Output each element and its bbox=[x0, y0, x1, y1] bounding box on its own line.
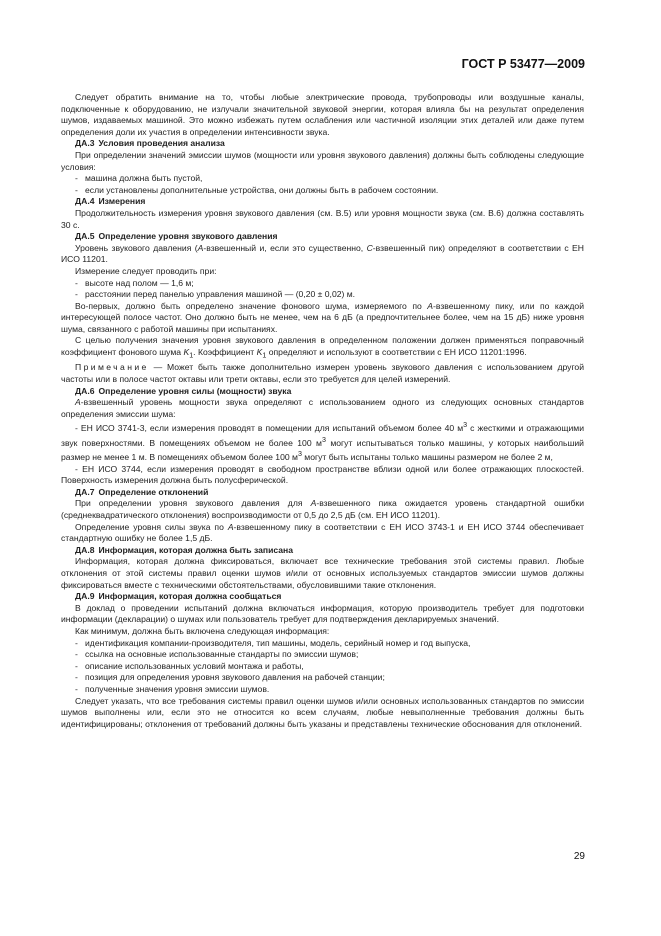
paragraph: Определение уровня силы звука по А-взвешенному пику в соответствии с ЕН ИСО 3743-1 и ЕН ИСО 3744 обеспечивает стандартную ошибку не более 1,5 дБ. bbox=[61, 521, 585, 544]
note bbox=[61, 362, 584, 385]
list-item: - ЕН ИСО 3744, если измерения проводят в свободном пространстве вблизи одной или более отражающих плоскостей. Поверхность измерения должна быть полусферической. bbox=[61, 463, 584, 486]
section-heading-da5: ДА.5 Определение уровня звукового давления bbox=[75, 231, 278, 242]
section-heading-da9: ДА.9 Информация, которая должна сообщаться bbox=[75, 591, 282, 602]
list-item: - ЕН ИСО 3741-3, если измерения проводят в помещении для испытаний объемом более 40 $м^3$ с жесткими и отражающими звук поверхностями. В помещениях объемом не более 100 $м^3$ могут испытываться только машины, у которых наибольший размер не менее 1 м. В помещениях объемом более 100 $м^3$ могут быть испытаны только машины размером не более 2 м, bbox=[61, 421, 584, 463]
section-heading-da8: ДА.8 Информация, которая должна быть записана bbox=[75, 544, 294, 555]
page-number: 29 bbox=[573, 851, 585, 862]
paragraph: Как минимум, должна быть включена следующая информация: bbox=[75, 626, 330, 637]
paragraph: Во-первых, должно быть определено значение фонового шума, измеряемого по А-взвешенному пику, или по каждой интересующей полосе частот. Оно должно быть не менее, чем на 6 дБ (а предпочтительнее более, чем на 15 дБ) ниже уровня шума, связанного с работой машины при испытаниях. bbox=[61, 300, 584, 334]
list-item: - позиция для определения уровня звукового давления на рабочей станции; bbox=[75, 672, 385, 683]
paragraph: Измерение следует проводить при: bbox=[75, 265, 217, 276]
section-heading-da4: ДА.4 Измерения bbox=[75, 196, 146, 207]
paragraph: При определении значений эмиссии шумов (мощности или уровня звукового давления) должны быть соблюдены следующие условия: bbox=[61, 149, 584, 172]
paragraph: С целью получения значения уровня звукового давления в определенном положении должен применяться поправочный коэффициент фонового шума $K_1$. Коэффициент $K_1$ определяют и используют в соответствии с ЕН ИСО 11201:1996. bbox=[61, 335, 584, 360]
note-label: Примечание bbox=[75, 362, 149, 373]
section-number: ДА.3 bbox=[75, 138, 95, 149]
section-heading-da6: ДА.6 Определение уровня силы (мощности) звука bbox=[75, 385, 292, 396]
section-title: Условия проведения анализа bbox=[98, 138, 225, 149]
list-item: - высоте над полом — 1,6 м; bbox=[75, 277, 194, 288]
list-item: - полученные значения уровня эмиссии шумов. bbox=[75, 683, 270, 694]
list-item: - если установлены дополнительные устройства, они должны быть в рабочем состоянии. bbox=[75, 184, 439, 195]
list-item: - расстоянии перед панелью управления машиной — (0,20 ± 0,02) м. bbox=[75, 289, 356, 300]
paragraph: В доклад о проведении испытаний должна включаться информация, которую производитель требует для подготовки информации (декларации) о шумах или пользователь требует для подтверждения декларируемых значений. bbox=[61, 602, 584, 625]
paragraph: Уровень звукового давления (А-взвешенный и, если это существенно, С-взвешенный пик) определяют в соответствии с ЕН ИСО 11201. bbox=[61, 242, 584, 265]
list-item: - ссылка на основные использованные стандарты по эмиссии шумов; bbox=[75, 649, 359, 660]
section-heading-da7: ДА.7 Определение отклонений bbox=[75, 486, 209, 497]
document-body bbox=[61, 92, 584, 730]
note-text: — Может быть также дополнительно измерен уровень звукового давления с использованием другой частоты или в полосе частот октавы или трети октавы, если это требуется для целей измерений. bbox=[61, 362, 584, 384]
section-heading-da3 bbox=[61, 138, 584, 150]
document-header: ГОСТ Р 53477—2009 bbox=[461, 57, 585, 71]
paragraph: Продолжительность измерения уровня звукового давления (см. В.5) или уровня мощности звука (см. В.6) должна составлять 30 с. bbox=[61, 207, 584, 230]
list-item: - идентификация компании-производителя, тип машины, модель, серийный номер и год выпуска, bbox=[75, 637, 471, 648]
paragraph: А-взвешенный уровень мощности звука определяют с использованием одного из следующих основных стандартов определения эмиссии шума: bbox=[61, 397, 584, 419]
paragraph: Следует указать, что все требования системы правил оценки шумов и/или основных использованных стандартов по эмиссии шумов выполнены или, если это не относится ко всем случаям, любые невыполненные требования должны быть идентифицированы; отклонения от требований должны быть указаны и представлены технические обоснования для отклонений. bbox=[61, 695, 584, 729]
paragraph: Информация, которая должна фиксироваться, включает все технические требования этой системы правил. Любые отклонения от этой системы правил оценки шумов и/или от основных используемых стандартов эмиссии шумов должны фиксироваться вместе с техническими обстоятельствами, обусловившими такие отклонения. bbox=[61, 556, 584, 590]
paragraph-intro: Следует обратить внимание на то, чтобы любые электрические провода, трубопроводы или воздушные каналы, подключенные к оборудованию, не излучали значительной звуковой энергии, которая влияла бы на результат определения шумов, издаваемых машиной. Это можно избежать путем ослабления или частичной изоляции этих деталей или даже путем определения доли их участия в определении интенсивности звука. bbox=[61, 92, 584, 137]
paragraph: При определении уровня звукового давления для А-взвешенного пика ожидается уровень стандартной ошибки (среднеквадратического отклонения) воспроизводимости от 0,5 до 2,5 дБ (см. ЕН ИСО 11201). bbox=[61, 498, 584, 521]
list-item: - машина должна быть пустой, bbox=[75, 173, 203, 184]
list-item: - описание использованных условий монтажа и работы, bbox=[75, 660, 304, 671]
